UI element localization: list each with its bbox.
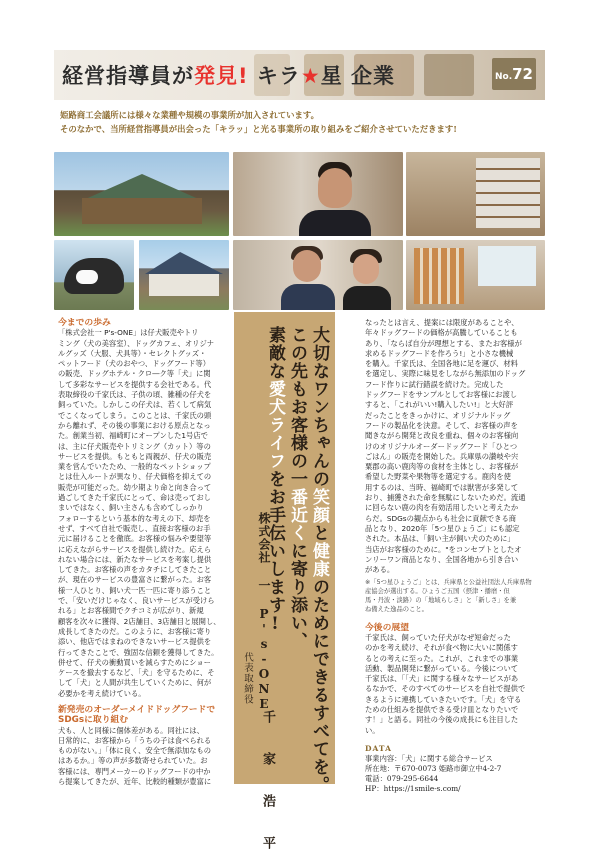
representative-title: 代表取締役 bbox=[242, 652, 253, 705]
new-product-title-2: SDGsに取り組む bbox=[58, 715, 129, 726]
history-title: 今までの歩み bbox=[58, 318, 111, 328]
headline-line-1: 大切なワンちゃんの笑顔と健康のためにできるすべてを。 bbox=[309, 326, 329, 794]
dog-photo bbox=[54, 240, 134, 310]
store-exterior-photo bbox=[54, 152, 229, 236]
product-body: なったとは言え、提案には限度があることや、 年々ドッグフードの価格が高騰していることも あり、「ならば自分が理想とする、またお客様が 求めるドッグフードを作ろう!」と小さな機械 を購入。千家氏は、全国各地に足を運び、材料 を選定し、実際に味見をしながら無添加のドッグ フード作りに試行錯誤を続けた。完成した ドッグフードをサンプルとしてお客様にお渡し すると、「これがいい!購入したい!」と大好評 だったことをきっかけに、オリジナルドッグ フードの製品化を決意。そして、お客様の声を 聞きながら開発と改良を重ね、個々のお客様向 けのオリジナルオーダードッグフード「ひとつ ごはん」の販売を開始した。兵庫県の讃岐や宍 粟郡の高い鹿肉等の食材を主体とし、お客様が 希望した野菜や果物等を選定する。鹿肉を使 用するのは、当時、福崎町では獣害が多発して おり、捕獲された命を無駄にしないためだ。流通 に回らない鹿の肉を有効活用したいと考えたか らだ。SDGsの観点からも社会に貢献できる商 品となり、2020年「5つ星ひょうご」にも認定 された。本品は、「飼い主が飼い犬のために」 当店がお客様のために。"をコンセプトとしたオ ンリーワン商品となり、全国各地から引き合い がある。 bbox=[365, 318, 526, 575]
data-box: 事業内容：「犬」に関する総合サービス 所在地：〒670-0073 姫路市御立中4-2-7 電話：079-295-6644 HP：https://1smile-s.com/ bbox=[365, 754, 545, 794]
left-column bbox=[58, 318, 228, 787]
staff-photo bbox=[233, 240, 403, 310]
shop-interior-photo bbox=[406, 152, 545, 236]
representative-name: 千 家 浩 平 bbox=[260, 710, 275, 856]
data-title: DATA bbox=[365, 743, 392, 753]
history-body: 「株式会社一 P's-ONE」は仔犬販売やトリ ミング（犬の美容室）、ドッグカフェ、オリジナ ルグッズ（大服、犬具等）・セレクトグッズ・ ペットフード（犬のおやつ、ドッグフード等） の販売、ドッグホテル・クロ―ク等「犬」に関 して多彩なサービスを提供する会社である。代 表取締役の千家氏は、子供の頃、雑種の仔犬を 飼っていた。しかしこの仔犬は、若くして病気 でこくなってしまう。このことは、千家氏の頭 から離れず、その後の事業における原点となっ た。創業当初、福崎町にオープンした1号店で は、主に仔犬販売やトリミング（カット）等の サービスを提供。もともと両親が、仔犬の販売 業を営んでいたため、一般的なペットショップ とは仕入ルートが異なり、仔犬価格を抑えての 販売が可能だった。幼少期より命と向き合って 過ごしてきた千家氏にとって、命は売っておし まいではなく、飼い主さんも含めてしっかり フォローするという基本的な考えの下、却売を せず、すべて自社で販売し、直接お客様のお手 元に届けることを徹底。お客様の悩みや要望等 に応えながらサービスを提供し続けた。応えら れない場合には、新たなサービスを考案し提供 してきた。お客様の声をカタチにしてきたこと が、現在のサービスの豊富さに繋がった。お客 様一人ひとり、飼い犬一匹一匹に寄り添うこと で、「安いだけじゃなく、良いサービスが受けら れる」とお客様間でクチコミが広がり、新規 顧客を次々に獲得、2店舗目、3店舗目と展開し、 成長してきたのだ。このように、お客様に寄り 添い、他店ではまねのできないサービス提供を 行ってきたことで、強固な信頼を獲得してきた。 併せて、仔犬の衝動買いを減らすためにショー ケースを撤去するなど、「犬」を守るために、そ して「犬」と人間が共生していくために、何が 必要かを考え続けている。 bbox=[58, 328, 221, 698]
headline-panel bbox=[234, 312, 335, 856]
future-title: 今後の展望 bbox=[365, 622, 409, 633]
header-banner bbox=[54, 50, 545, 100]
intro-text: 姫路商工会議所には様々な業種や規模の事業所が加入されています。 そのなかで、当所経営指導員が出会った「キラッ」と光る事業所の取り組みをご紹介させていただきます! bbox=[60, 110, 457, 134]
future-body: 千家氏は、飼っていた仔犬がなぜ短命だった のかを考え続け、それが食べ物に大いに関係す るとの考えに至った。これが、これまでの事業 活動、製品開発に繋がっている。今後について 千家氏は、「「犬」に関する様々なサービスがあ るなかで、そのすべてのサービスを自社で提供で きるように連携していきたいです。「犬」を守る ための仕組みを提供できる受け皿となりたいで す！」と語る。同社の今後の成長にも注目した い。 bbox=[365, 632, 526, 735]
homepage-link[interactable]: HP：https://1smile-s.com/ bbox=[365, 784, 461, 794]
five-star-note: ※「5つ星ひょうご」とは、兵庫県と公益社団法人兵庫県物 産協会が選出する。ひょうご五国（摂津・播磨・但 馬・丹波・淡路）の「地域らしさ」と「新しさ」を兼 ね備えた逸品のこと。 bbox=[365, 579, 532, 613]
new-product-title-1: 新発売のオーダーメイドドッグフードで bbox=[58, 704, 216, 715]
new-product-body: 犬も、人と同様に個体差がある。同社には、 日常的に、お客様から「うちの子は食べられる ものがない。」「体に良く、安全で無添加なもの はあるか。」等の声が多数寄せられていた。お 客様には、専門メーカーのドッグフードの中か ら提案してきたが、近年、比較的種類が豊富に bbox=[58, 725, 212, 787]
headline-line-3: 素敵な愛犬ライフをお手伝いします! bbox=[265, 326, 285, 635]
header-title: 経営指導員が発見! キラ★星 企業 bbox=[62, 64, 396, 88]
representative-photo bbox=[233, 152, 403, 236]
issue-number-badge: No.72 bbox=[492, 58, 536, 90]
headline-line-2: この先もお客様の一番近くに寄り添い、 bbox=[287, 326, 307, 650]
store-building-photo bbox=[139, 240, 229, 310]
right-column bbox=[365, 318, 545, 794]
company-name: 株式会社 一 P's-ONE bbox=[257, 512, 271, 712]
shop-shelves-photo bbox=[406, 240, 545, 310]
